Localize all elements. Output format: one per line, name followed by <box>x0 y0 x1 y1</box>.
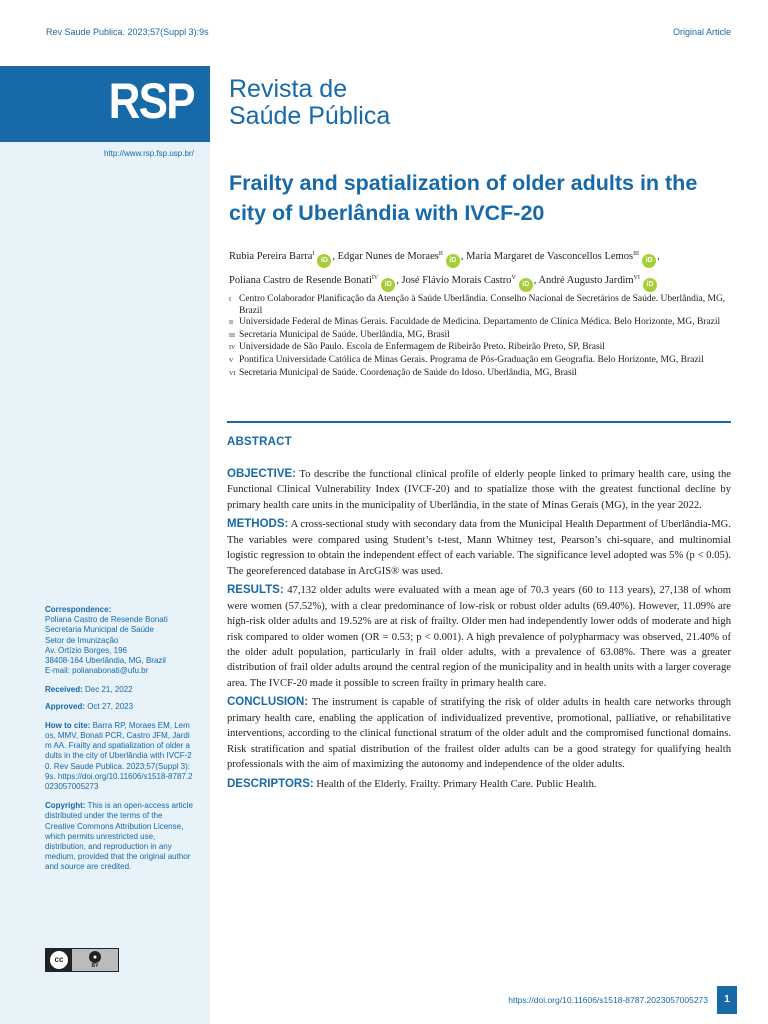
journal-name-line2: Saúde Pública <box>229 102 391 130</box>
abstract-section-label: DESCRIPTORS: <box>227 777 314 790</box>
affiliation-text: Centro Colaborador Planificação da Atenção à Saúde Uberlândia. Conselho Nacional de Secretários de Saúde. Uberlândia, MG, Brazil <box>239 294 726 316</box>
author-name: Edgar Nunes de Moraes <box>337 251 439 262</box>
article-title: Frailty and spatialization of older adults in the city of Uberlândia with IVCF-20 <box>229 171 698 225</box>
correspondence-line: Av. Ortízio Borges, 196 <box>45 645 127 655</box>
abstract-section-text: A cross-sectional study with secondary data from the Municipal Health Department of Uberlândia-MG. The variables were compared using Student’s t-test, Mann Whitney test, Pearson’s chi-square, and multinomial logistic regression to obtain the independent effect of each variable. The significance level adopted was 5% (p < 0.05). The georeferenced database in ArcGIS® was used. <box>227 519 731 577</box>
how-to-cite-block <box>45 721 193 792</box>
orcid-icon[interactable]: iD <box>381 278 395 292</box>
affiliation-text: Secretaria Municipal de Saúde. Uberlândia, MG, Brasil <box>239 329 450 340</box>
author-affiliation-marker: VI <box>633 275 640 281</box>
author-separator: , <box>533 275 539 286</box>
affiliation-number: I <box>229 297 231 303</box>
abstract-section <box>227 517 731 579</box>
article-type: Original Article <box>672 27 731 37</box>
author-separator: , <box>460 251 467 262</box>
page-number: 1 <box>717 986 737 1014</box>
creative-commons-icon <box>46 949 72 971</box>
correspondence-address <box>45 615 193 676</box>
correspondence-line: Poliana Castro de Resende Bonati <box>45 615 168 625</box>
affiliation-text: Pontifica Universidade Católica de Minas Gerais. Programa de Pós-Graduação em Geografia. Belo Horizonte, MG, Brazil <box>239 354 704 365</box>
abstract-section <box>227 777 731 792</box>
author-affiliation-marker: I <box>312 251 315 257</box>
author-name: José Flávio Morais Castro <box>401 275 512 286</box>
author-separator: , <box>332 251 338 262</box>
received-date: Dec 21, 2022 <box>85 685 133 695</box>
affiliation-text: Secretaria Municipal de Saúde. Coordenação de Saúde do Idoso. Uberlândia, MG, Brasil <box>239 367 577 378</box>
abstract-section-text: The instrument is capable of stratifying the risk of older adults in health care networks through primary health care, enabling the application of individualized preventive, promotional, palliative, or rehabilitative interventions, according to the clinical functional stratum of the older adult and the compromised functional domains. Risk stratification and spatial distribution of the frailest older adults can be a good strategy for qualifying health professionals with the aim of maximizing the autonomy and independence of the older adults. <box>227 697 731 771</box>
affiliation-text: Universidade Federal de Minas Gerais. Faculdade de Medicina. Departamento de Clínica Médica. Belo Horizonte, MG, Brazil <box>239 317 721 328</box>
author-affiliation-marker: V <box>511 275 516 281</box>
affiliation-number: III <box>229 332 235 339</box>
affiliation-number: II <box>229 320 233 327</box>
correspondence-line: Secretaria Municipal de Saúde <box>45 625 154 635</box>
affiliation-list <box>229 294 734 380</box>
author-separator: , <box>396 275 402 286</box>
orcid-icon[interactable]: iD <box>519 278 533 292</box>
cite-label: How to cite: <box>45 720 91 730</box>
journal-logo <box>0 66 210 142</box>
orcid-icon[interactable]: iD <box>317 254 331 268</box>
abstract-section <box>227 695 731 772</box>
affiliation-number: V <box>229 357 234 364</box>
affiliation-text: Universidade de São Paulo. Escola de Enfermagem de Ribeirão Preto. Ribeirão Preto, SP, Brasil <box>239 342 605 353</box>
author-name: Maria Margaret de Vasconcellos Lemos <box>466 251 634 262</box>
abstract-section-text: To describe the functional clinical profile of elderly people linked to primary health care, using the Functional Clinical Vulnerability Index (IVCF-20) and to spatialize those with the greatest functional decline by primary health care units in the municipality of Uberlândia, in the state of Minas Gerais (MG), in the year 2022. <box>227 469 731 511</box>
person-icon: ● <box>89 951 101 963</box>
approved-date: Oct 27, 2023 <box>87 701 134 711</box>
copyright-text: This is an open-access article distributed under the terms of the Creative Commons Attribution License, which permits unrestricted use, distribution, and reproduction in any medium, provided that the original author and source are credited. <box>45 801 193 872</box>
correspondence-line: 38408-164 Uberlândia, MG, Brazil <box>45 656 166 666</box>
journal-logo-text: RSP <box>108 73 194 129</box>
abstract-section-text: Health of the Elderly. Frailty. Primary Health Care. Public Health. <box>316 778 597 790</box>
orcid-icon[interactable]: iD <box>642 254 656 268</box>
affiliation-item <box>229 330 734 343</box>
sidebar-info <box>45 605 193 882</box>
correspondence-line: Setor de Imunização <box>45 635 119 645</box>
affiliation-item <box>229 294 734 317</box>
received-row <box>45 685 193 695</box>
abstract-section <box>227 583 731 691</box>
copyright-label: Copyright: <box>45 801 86 811</box>
affiliation-number: IV <box>229 345 236 352</box>
cc-by-license-badge[interactable] <box>45 948 119 972</box>
author-affiliation-marker: III <box>633 251 640 257</box>
journal-url-link[interactable]: http://www.rsp.fsp.usp.br/ <box>104 149 194 158</box>
author-separator: , <box>657 251 660 262</box>
sidebar <box>0 142 210 1024</box>
dates-block <box>45 685 193 711</box>
orcid-icon[interactable]: iD <box>643 278 657 292</box>
affiliation-item <box>229 342 734 355</box>
orcid-icon[interactable]: iD <box>446 254 460 268</box>
cc-icon-text: cc <box>50 951 68 969</box>
journal-name-line1: Revista de <box>229 75 348 103</box>
approved-label: Approved: <box>45 701 85 711</box>
author-affiliation-marker: IV <box>371 275 379 281</box>
by-label: BY <box>91 963 99 969</box>
author-name: André Augusto Jardim <box>538 275 634 286</box>
abstract-section-label: CONCLUSION: <box>227 696 309 709</box>
author-name: Rubia Pereira Barra <box>229 251 313 262</box>
doi-link[interactable]: https://doi.org/10.11606/s1518-8787.2023057005273 <box>508 995 708 1005</box>
author-list <box>229 244 734 292</box>
abstract-section-text: 47,132 older adults were evaluated with a mean age of 70.3 years (60 to 113 years), 27,138 of whom were women (57.52%), with a clear predominance of low-risk or robust older adults (69.40%). However, 11.09% are high-risk older adults and 19.52% are at risk of frailty. Older men had independently lower odds of moderate and high risk compared to older women (OR = 0.53; p < 0.001). A high prevalence of polypharmacy was observed, 21.40% of the older adult population, particularly in frail older adults, with a prevalence of 63.08%. There was a greater distribution of frail older adults around the central region of the municipality and in health units with a larger coverage area. The IVCF-20 made it possible to screen frailty in primary health care. <box>227 585 731 689</box>
approved-row <box>45 702 193 712</box>
journal-name <box>229 76 390 130</box>
affiliation-item <box>229 355 734 368</box>
abstract-section-label: RESULTS: <box>227 584 284 597</box>
abstract-divider <box>227 421 731 423</box>
affiliation-item <box>229 317 734 330</box>
correspondence-label: Correspondence: <box>45 605 112 614</box>
correspondence-block <box>45 605 193 676</box>
author-affiliation-marker: II <box>438 251 443 257</box>
copyright-block <box>45 801 193 872</box>
abstract-section-label: METHODS: <box>227 518 289 531</box>
abstract-heading: ABSTRACT <box>227 436 292 448</box>
correspondence-line[interactable]: E-mail: polianabonati@ufu.br <box>45 666 149 676</box>
author-name: Poliana Castro de Resende Bonati <box>229 275 372 286</box>
abstract-section-label: OBJECTIVE: <box>227 468 297 480</box>
journal-citation: Rev Saude Publica. 2023;57(Suppl 3):9s <box>46 27 209 37</box>
abstract-body <box>227 467 731 796</box>
abstract-section <box>227 467 731 513</box>
affiliation-number: VI <box>229 370 236 377</box>
received-label: Received: <box>45 685 83 695</box>
cite-text: Barra RP, Moraes EM, Lemos, MMV, Bonati PCR, Castro JFM, Jardim AA. Frailty and spatialization of older adults in the city of Uberlândia with IVCF-20. Rev Saude Publica. 2023;57(Suppl 3):9s. https://doi.org/10.11606/s1518-8787.2023057005273 <box>45 720 193 792</box>
attribution-icon <box>72 949 118 971</box>
affiliation-item <box>229 368 734 381</box>
